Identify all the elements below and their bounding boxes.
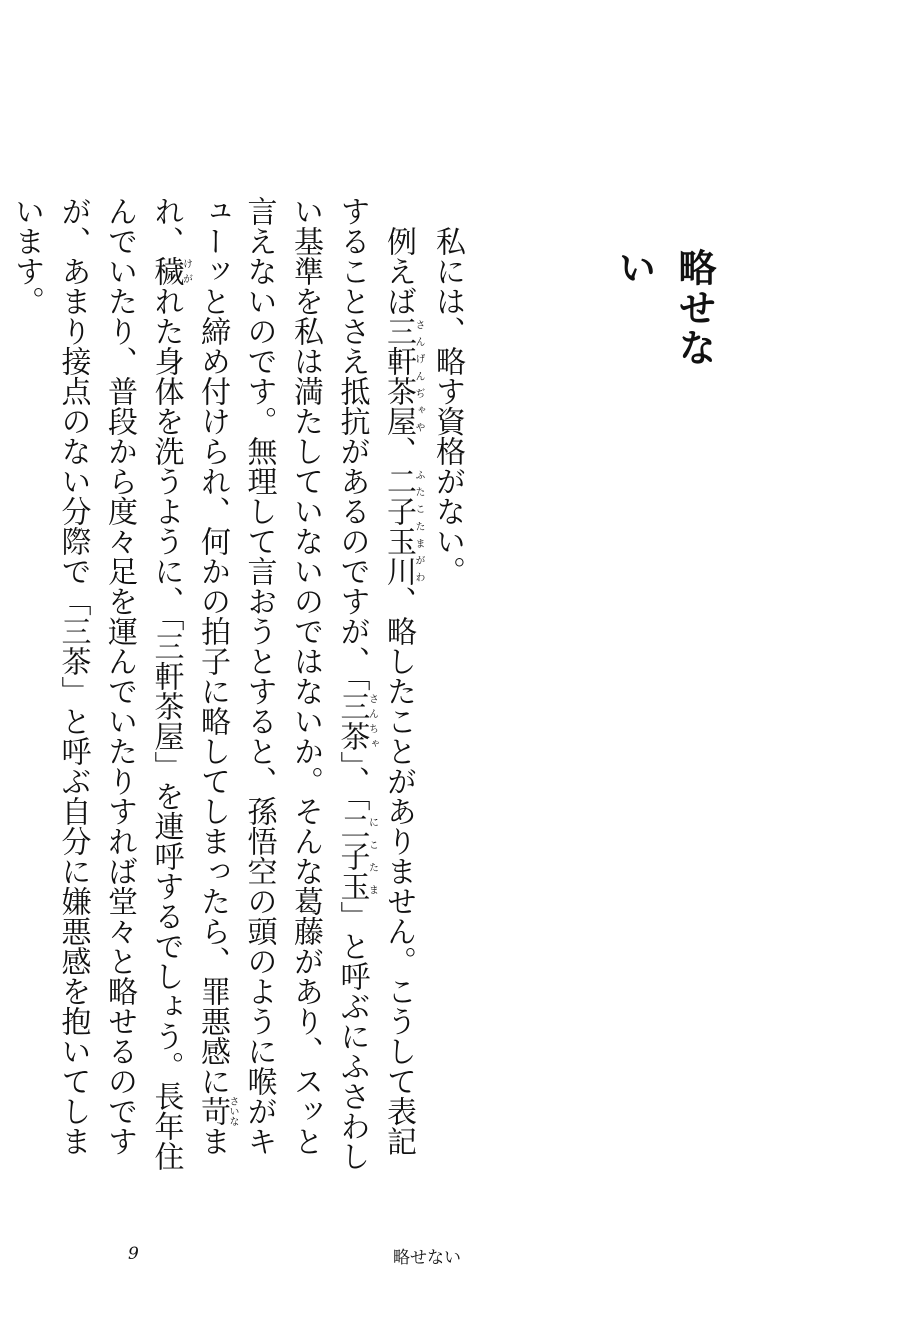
ruby-annotated-word: [195, 1096, 238, 1126]
ruby-base: 三茶: [334, 691, 370, 751]
ruby-base: 苛: [195, 1096, 230, 1126]
text-segment: 私には、略す資格がない。: [430, 226, 465, 586]
paragraph: [0, 196, 3, 1171]
essay-body-text: [9, 196, 470, 1171]
furigana: さいな: [227, 1096, 238, 1126]
text-segment: 、: [381, 436, 416, 466]
furigana: ふたこたまがわ: [413, 466, 424, 586]
paragraph: [3, 196, 424, 1171]
furigana: けが: [180, 256, 192, 286]
text-segment: まれ、: [148, 196, 230, 1156]
ruby-annotated-word: [381, 466, 424, 586]
ruby-annotated-word: [381, 316, 424, 436]
chapter-title: 略せない: [612, 248, 717, 368]
furigana: さんちゃ: [366, 691, 378, 751]
ruby-base: 三軒茶屋: [381, 316, 416, 436]
furigana: にこたま: [366, 811, 378, 901]
ruby-base: 二子玉: [334, 811, 370, 901]
furigana: さんげんぢゃや: [413, 316, 424, 436]
page-number: 9: [128, 1244, 139, 1264]
text-segment: 例えば: [381, 226, 416, 316]
running-head: 略せない: [393, 1248, 461, 1268]
ruby-base: 二子玉川: [381, 466, 416, 586]
text-segment: 」と呼ぶにふさわしい基準を私は満たしていないのではないか。そんな葛藤があり、スッと言えないのです。無理して言おうとすると、孫悟空の頭のように喉がキューッと締め付けられ、何かの拍子に略してしまったら、罪悪感に: [195, 196, 370, 1171]
ruby-annotated-word: [148, 256, 192, 286]
text-segment: 、略したことがありません。こうして表記することさえ抵抗があるのですが、「: [334, 196, 416, 1156]
text-segment: れた身体を洗うように、「三軒茶屋」を連呼するでしょう。長年住んでいたり、普段から度々足を運んでいたりすれば堂々と略せるのですが、あまり接点のない分際で「三茶」と呼ぶ自分に嫌悪感を抱いてしまいます。: [9, 196, 184, 1171]
ruby-annotated-word: [334, 811, 378, 901]
ruby-annotated-word: [334, 691, 378, 751]
text-segment: 」、「: [334, 751, 370, 811]
ruby-base: 穢: [148, 256, 184, 286]
paragraph: [424, 196, 471, 1171]
